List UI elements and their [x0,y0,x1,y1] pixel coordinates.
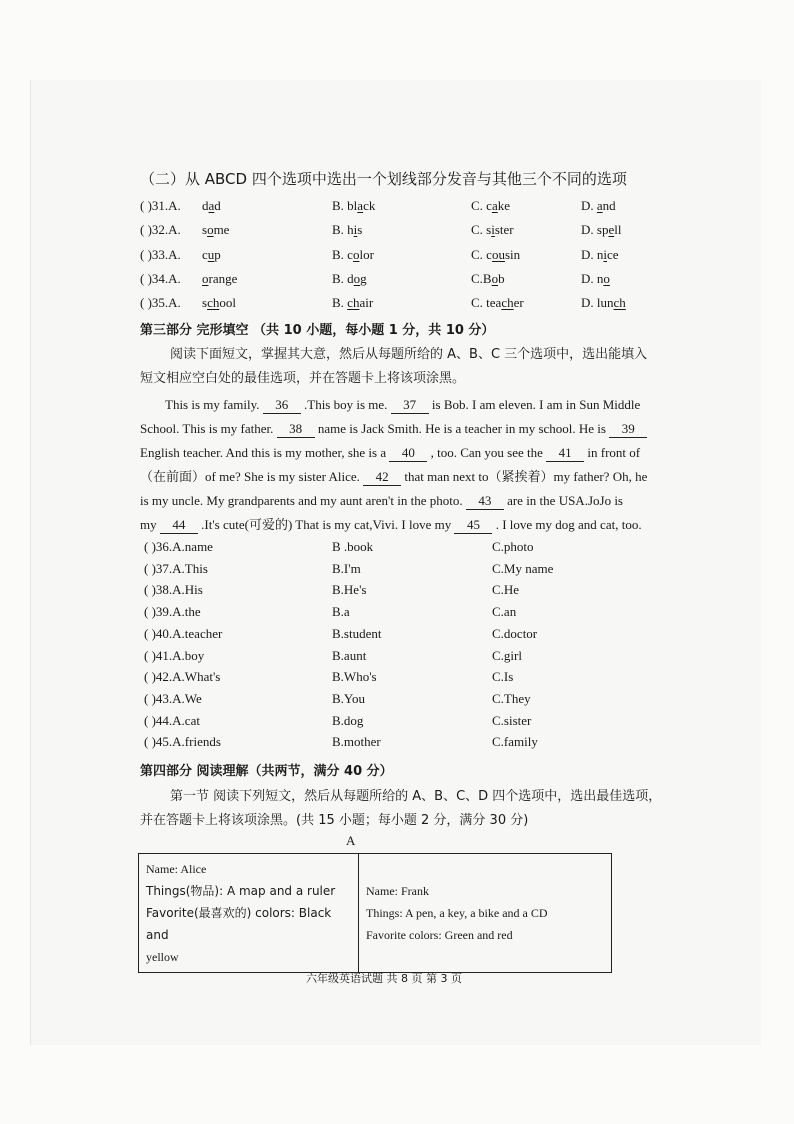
option-text: B. c [332,247,353,262]
question-number: ( )33.A. [140,247,181,262]
passage-text: that man next to（紧挨着）my father? Oh, he [404,469,648,484]
blank-42: 42 [363,469,401,486]
passage-text: .It's cute(可爱的) That is my cat,Vivi. I love my [201,517,452,532]
option-text: D. sp [581,222,609,237]
option-c: C.girl [492,647,522,663]
part4-section1-line2: 并在答题卡上将该项涂黑。(共 15 小题；每小题 2 分，满分 30 分) [140,813,529,828]
passage-text: is my uncle. My grandparents and my aunt aren't in the photo. [140,493,463,508]
option-c [471,247,520,263]
blank-38: 38 [277,421,315,438]
option-text: d [202,198,209,213]
option-a: ( )37.A.This [144,560,208,576]
option-text: ke [497,198,511,213]
option-text: D. n [581,271,604,286]
option-d [581,222,621,238]
option-text: C. s [471,222,492,237]
option-b: B.aunt [332,647,367,663]
underlined-letters: o [603,271,610,286]
question-number: ( )34.A. [140,271,181,286]
passage-text: are in the USA.JoJo is [507,493,623,508]
option-text: p [214,247,221,262]
option-b: B .book [332,539,374,554]
option-c [471,222,514,238]
underlined-letters: ch [347,295,360,310]
passage-text: my [140,517,157,532]
option-c: C.He [492,582,520,598]
option-text: ster [494,222,514,237]
part4-section1-line1: 第一节 阅读下列短文，然后从每题所给的 A、B、C、D 四个选项中，选出最佳选项， [170,789,662,804]
option-text: C. tea [471,295,502,310]
option-d [581,271,610,287]
option-text: C.B [471,271,492,286]
option-b: B.student [332,625,382,641]
underlined-letters: ch [613,295,626,310]
alice-cell [139,854,359,973]
option-b: B.You [332,690,366,706]
option-text: air [359,295,374,310]
part3-instruction-line2: 短文相应空白处的最佳选项，并在答题卡上将该项涂黑。 [140,371,466,386]
underlined-letters: u [207,247,215,262]
underlined-letters: i [491,222,495,237]
underlined-letters: o [207,222,214,237]
underlined-letters: a [357,198,364,213]
frank-things: Things: A pen, a key, a bike and a CD [366,906,548,920]
question-number: ( )31.A. [140,198,181,213]
part4-title: 第四部分 阅读理解（共两节，满分 40 分） [140,764,393,779]
passage-line-3 [140,441,640,465]
option-text: c [202,247,208,262]
passage-text: name is Jack Smith. He is a teacher in my school. He is [317,421,606,436]
underlined-letters: a [491,198,498,213]
blank-45: 45 [454,517,492,534]
option-text: me [213,222,230,237]
underlined-letters: o [491,271,499,286]
option-d [581,198,616,214]
alice-things: Things(物品): A map and a ruler [146,884,336,898]
option-text: B. h [332,222,354,237]
underlined-letters: a [596,198,603,213]
option-a: ( )42.A.What's [144,669,221,685]
option-text: lor [359,247,374,262]
frank-colors: Favorite colors: Green and red [366,928,513,942]
option-a [202,271,237,287]
option-text: s [357,222,363,237]
blank-37: 37 [391,397,429,414]
option-text: D. [581,198,597,213]
option-b: B.I'm [332,560,361,576]
alice-colors: Favorite(最喜欢的) colors: Black and [146,906,332,942]
question-number: ( )32.A. [140,222,181,237]
passage-text: , too. Can you see the [430,445,543,460]
underlined-letters: o [353,271,361,286]
option-c [471,198,510,214]
option-c: C.doctor [492,625,538,641]
option-a: ( )44.A.cat [144,712,200,728]
passage-label: A [346,833,356,848]
option-b [332,198,375,214]
underlined-letters: ou [491,247,505,262]
option-text: range [208,271,238,286]
frank-cell [359,854,612,973]
underlined-letters: o [352,247,360,262]
option-a: ( )45.A.friends [144,734,221,750]
alice-colors-cont: yellow [146,950,179,964]
passage-text: is Bob. I am eleven. I am in Sun Middle [431,397,641,412]
option-a: ( )41.A.boy [144,647,205,663]
option-c: C.family [492,734,538,750]
option-c: C.an [492,604,517,620]
option-text: D. lun [581,295,614,310]
passage-line-4 [140,465,647,489]
underlined-letters: o [202,271,209,286]
passage-text: This is my family. [165,397,260,412]
option-text: g [360,271,367,286]
option-b [332,247,374,263]
blank-36: 36 [263,397,301,414]
option-d [581,247,619,263]
option-a [202,222,229,238]
option-text: B. d [332,271,354,286]
section2-title: （二）从 ABCD 四个选项中选出一个划线部分发音与其他三个不同的选项 [140,170,627,188]
passage-text: （在前面）of me? She is my sister Alice. [140,469,360,484]
underlined-letters: ch [501,295,514,310]
option-text: ll [614,222,622,237]
blank-44: 44 [160,517,198,534]
blank-39: 39 [609,421,647,438]
option-c [471,295,524,311]
option-c: C.My name [492,560,554,576]
option-a [202,247,221,263]
option-a: ( )40.A.teacher [144,625,223,641]
option-b [332,271,367,287]
option-a [202,198,221,214]
option-b [332,295,373,311]
option-text: ck [363,198,376,213]
passage-line-5 [140,489,623,513]
option-text: sin [504,247,521,262]
option-text: B. [332,295,348,310]
blank-40: 40 [389,445,427,462]
passage-text: . I love my dog and cat, too. [495,517,642,532]
option-text: C. c [471,198,492,213]
blank-43: 43 [466,493,504,510]
passage-text: English teacher. And this is my mother, she is a [140,445,387,460]
option-b: B.a [332,604,350,620]
option-c: C.They [492,690,531,706]
passage-line-6 [140,513,642,537]
option-a: ( )38.A.His [144,582,203,598]
option-text: B. bl [332,198,358,213]
option-a [202,295,236,311]
blank-41: 41 [546,445,584,462]
passage-text: School. This is my father. [140,421,274,436]
passage-line-2 [140,417,647,441]
part3-instruction-line1: 阅读下面短文，掌握其大意，然后从每题所给的 A、B、C 三个选项中，选出能填入 [170,347,648,362]
option-d [581,295,626,311]
option-text: b [498,271,505,286]
underlined-letters: e [608,222,615,237]
underlined-letters: i [353,222,358,237]
option-text: ce [607,247,619,262]
option-c: C.sister [492,712,532,728]
frank-name: Name: Frank [366,884,429,898]
option-c: C.Is [492,669,514,685]
option-text: nd [602,198,616,213]
option-b: B.Who's [332,669,377,685]
option-a: ( )36.A.name [144,539,213,554]
page-footer: 六年级英语试题 共 8 页 第 3 页 [306,972,462,985]
option-b [332,222,362,238]
option-text: s [202,295,208,310]
question-number: ( )35.A. [140,295,181,310]
passage-text: .This boy is me. [304,397,388,412]
info-table [138,853,612,973]
passage-text: in front of [587,445,641,460]
part3-title: 第三部分 完形填空 （共 10 小题，每小题 1 分，共 10 分） [140,323,495,338]
option-text: C. c [471,247,492,262]
option-b: B.He's [332,582,367,598]
option-text: d [214,198,221,213]
option-c [471,271,505,287]
option-b: B.mother [332,734,381,750]
alice-name: Name: Alice [146,862,207,876]
underlined-letters: ch [207,295,220,310]
underlined-letters: i [603,247,608,262]
option-b: B.dog [332,712,364,728]
option-c: C.photo [492,539,534,554]
option-text: D. n [581,247,604,262]
option-text: s [202,222,208,237]
passage-line-1 [165,393,640,417]
underlined-letters: a [208,198,215,213]
option-a: ( )39.A.the [144,604,201,620]
option-text: er [513,295,524,310]
option-a: ( )43.A.We [144,690,202,706]
option-text: ool [219,295,236,310]
